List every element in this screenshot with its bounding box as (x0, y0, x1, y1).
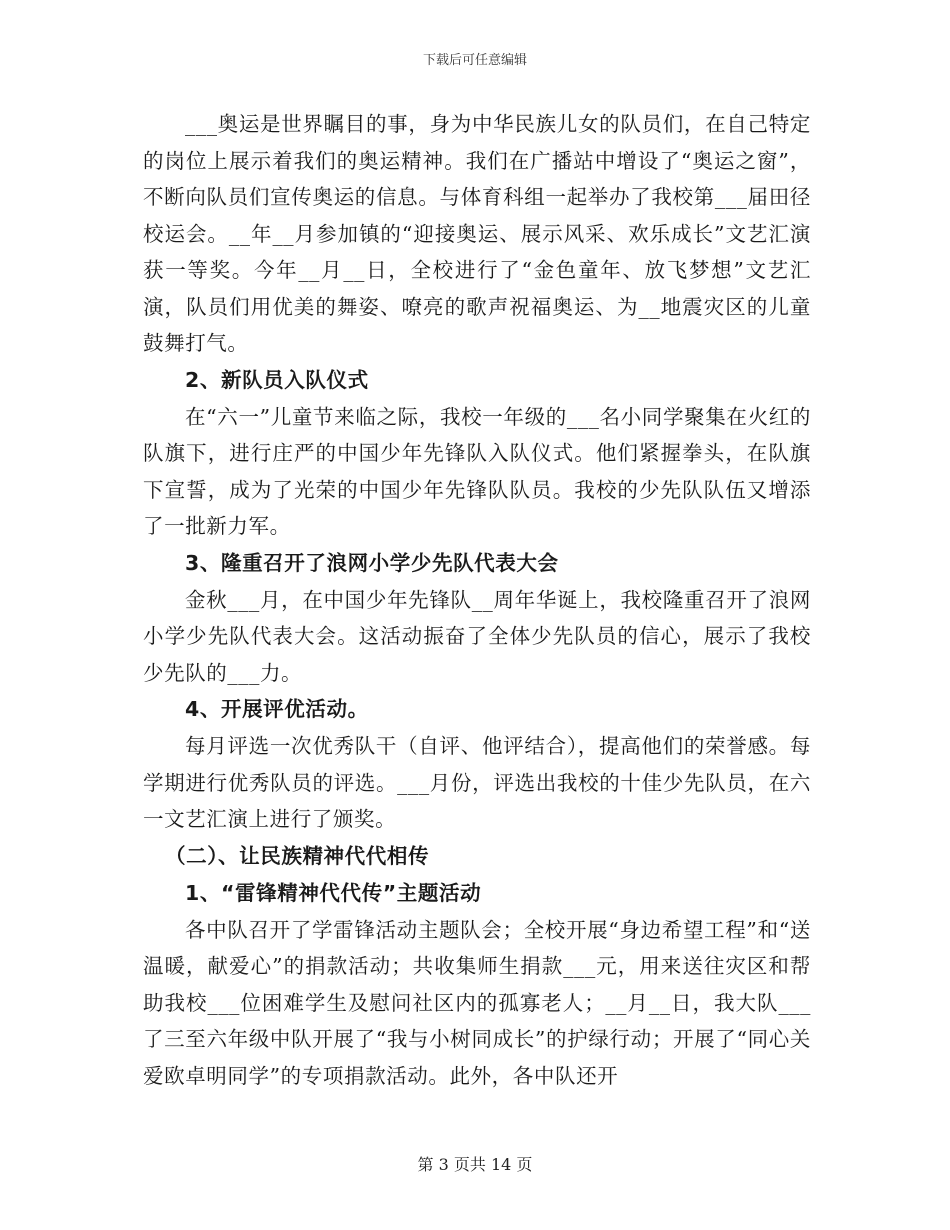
paragraph-representative-congress: 金秋___月，在中国少年先锋队__周年华诞上，我校隆重召开了浪网小学少先队代表大会。这活动振奋了全体少先队员的信心，展示了我校少先队的___力。 (143, 587, 811, 685)
heading-merit-selection: 4、开展评优活动。 (185, 697, 369, 721)
heading-lei-feng-activity: 1、“雷锋精神代代传”主题活动 (185, 880, 482, 905)
paragraph-new-member-ceremony: 在“六一”儿童节来临之际，我校一年级的___名小同学聚集在火红的队旗下，进行庄严的中国少年先锋队入队仪式。他们紧握拳头，在队旗下宣誓，成为了光荣的中国少年先锋队队员。我校的少先队队伍又增添了一批新力军。 (143, 404, 811, 538)
page-number: 第 3 页共 14 页 (417, 1155, 533, 1174)
document-body (143, 106, 811, 1094)
page-header-note: 下载后可任意编辑 (422, 53, 527, 68)
section-heading-national-spirit: （二）、让民族精神代代相传 (165, 843, 430, 868)
heading-representative-congress: 3、隆重召开了浪网小学少先队代表大会 (185, 550, 559, 575)
paragraph-olympics: ___奥运是世界瞩目的事，身为中华民族儿女的队员们，在自己特定的岗位上展示着我们的奥运精神。我们在广播站中增设了“奥运之窗”，不断向队员们宣传奥运的信息。与体育科组一起举办了我校第___届田径校运会。__年__月参加镇的“迎接奥运、展示风采、欢乐成长”文艺汇演获一等奖。今年__月__日，全校进行了“金色童年、放飞梦想”文艺汇演，队员们用优美的舞姿、嘹亮的歌声祝福奥运、为__地震灾区的儿童鼓舞打气。 (143, 112, 811, 355)
heading-new-member-ceremony: 2、新队员入队仪式 (185, 367, 369, 392)
paragraph-lei-feng-activity: 各中队召开了学雷锋活动主题队会；全校开展“身边希望工程”和“送温暖，献爱心”的捐款活动；共收集师生捐款___元，用来送往灾区和帮助我校___位困难学生及慰问社区内的孤寡老人；__月__日，我大队___了三至六年级中队开展了“我与小树同成长”的护绿行动；开展了“同心关爱欧卓明同学”的专项捐款活动。此外，各中队还开 (143, 917, 811, 1088)
paragraph-merit-selection: 每月评选一次优秀队干（自评、他评结合），提高他们的荣誉感。每学期进行优秀队员的评选。___月份，评选出我校的十佳少先队员，在六一文艺汇演上进行了颁奖。 (143, 734, 811, 831)
